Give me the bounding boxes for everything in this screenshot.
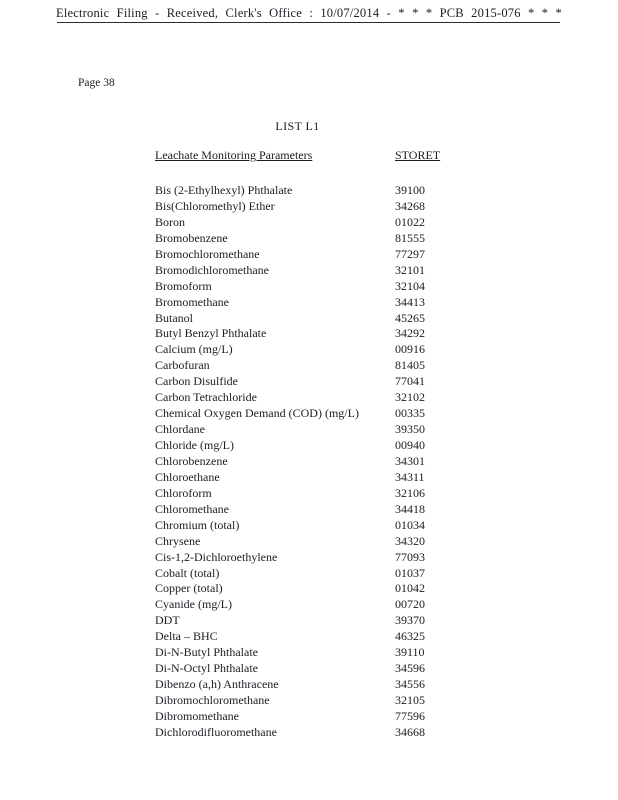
storet-code: 34668	[395, 724, 425, 739]
parameter-name: Bromobenzene	[155, 230, 228, 245]
column-header-storet: STORET	[395, 148, 441, 162]
table-row	[155, 629, 455, 645]
parameter-name: Chlordane	[155, 422, 205, 437]
parameter-name: Di-N-Butyl Phthalate	[155, 645, 258, 660]
header-rule	[57, 22, 560, 23]
storet-code: 39110	[395, 645, 425, 660]
parameter-name: Di-N-Octyl Phthalate	[155, 661, 258, 676]
column-header-parameters: Leachate Monitoring Parameters	[155, 148, 313, 162]
storet-code: 34301	[395, 453, 425, 468]
table-row	[155, 613, 455, 629]
storet-code: 01037	[395, 565, 425, 580]
table-row	[155, 342, 455, 358]
storet-code: 32102	[395, 390, 425, 405]
parameter-name: Chromium (total)	[155, 517, 240, 532]
parameter-name: Carbon Tetrachloride	[155, 390, 257, 405]
table-row	[155, 661, 455, 677]
storet-code: 32105	[395, 693, 425, 707]
table-row	[155, 470, 455, 486]
storet-code: 00916	[395, 342, 425, 357]
table-row	[155, 518, 455, 534]
storet-code: 34292	[395, 326, 425, 341]
parameter-name: DDT	[155, 613, 180, 628]
parameter-name: Chemical Oxygen Demand (COD) (mg/L)	[155, 406, 359, 421]
table-row	[155, 183, 455, 199]
parameter-name: Delta – BHC	[155, 629, 218, 644]
parameter-name: Bromomethane	[155, 294, 229, 309]
table-row	[155, 581, 455, 597]
table-row	[155, 263, 455, 279]
parameter-name: Chloroform	[155, 485, 212, 500]
storet-code: 81555	[395, 230, 425, 245]
storet-code: 34320	[395, 533, 425, 548]
storet-code: 01042	[395, 581, 425, 596]
storet-code: 01034	[395, 517, 425, 532]
parameter-name: Chloride (mg/L)	[155, 438, 234, 452]
storet-code: 32101	[395, 262, 425, 277]
table-header-row	[155, 147, 455, 163]
storet-code: 77093	[395, 549, 425, 564]
storet-code: 39370	[395, 613, 425, 628]
table-row	[155, 247, 455, 263]
table-row	[155, 422, 455, 438]
table-row	[155, 454, 455, 470]
parameter-name: Chrysene	[155, 533, 201, 548]
storet-code: 34311	[395, 469, 425, 484]
table-row	[155, 326, 455, 342]
parameter-name: Cobalt (total)	[155, 565, 220, 580]
parameter-name: Calcium (mg/L)	[155, 342, 233, 357]
storet-code: 39100	[395, 183, 425, 197]
storet-code: 00940	[395, 438, 425, 452]
parameter-name: Bis (2-Ethylhexyl) Phthalate	[155, 183, 293, 197]
table-row	[155, 677, 455, 693]
storet-code: 01022	[395, 214, 425, 229]
page-number-label: Page 38	[78, 77, 115, 89]
parameter-name: Dibromochloromethane	[155, 693, 270, 707]
table-row	[155, 534, 455, 550]
parameter-name: Bis(Chloromethyl) Ether	[155, 198, 275, 213]
parameter-name: Carbon Disulfide	[155, 374, 238, 389]
storet-code: 46325	[395, 629, 425, 644]
table-row	[155, 311, 455, 327]
storet-code: 34556	[395, 677, 425, 692]
storet-code: 81405	[395, 358, 425, 373]
table-row	[155, 597, 455, 613]
storet-code: 00335	[395, 406, 425, 421]
table-row	[155, 295, 455, 311]
table-row	[155, 374, 455, 390]
parameter-name: Butanol	[155, 310, 193, 325]
parameter-name: Bromodichloromethane	[155, 262, 269, 277]
parameter-name: Dibromomethane	[155, 708, 239, 723]
table-row	[155, 199, 455, 215]
table-row	[155, 486, 455, 502]
table-row	[155, 502, 455, 518]
parameter-name: Chloroethane	[155, 469, 220, 484]
table-row	[155, 279, 455, 295]
parameter-name: Cyanide (mg/L)	[155, 597, 232, 612]
storet-code: 32104	[395, 278, 425, 293]
table-row	[155, 645, 455, 661]
parameters-table	[155, 147, 455, 741]
parameter-name: Cis-1,2-Dichloroethylene	[155, 549, 278, 564]
storet-code: 34418	[395, 501, 425, 516]
storet-code: 77041	[395, 374, 425, 389]
storet-code: 32106	[395, 485, 425, 500]
parameter-name: Bromochloromethane	[155, 246, 260, 261]
table-row	[155, 709, 455, 725]
storet-code: 34413	[395, 294, 425, 309]
storet-code: 00720	[395, 597, 425, 612]
parameter-name: Bromoform	[155, 278, 212, 293]
parameter-name: Copper (total)	[155, 581, 223, 596]
storet-code: 39350	[395, 422, 425, 437]
storet-code: 34596	[395, 661, 425, 676]
table-row	[155, 438, 455, 454]
parameter-name: Boron	[155, 214, 185, 229]
parameter-name: Dibenzo (a,h) Anthracene	[155, 677, 279, 692]
table-row	[155, 215, 455, 231]
parameter-name: Carbofuran	[155, 358, 210, 373]
table-row	[155, 550, 455, 566]
table-row	[155, 390, 455, 406]
parameter-name: Dichlorodifluoromethane	[155, 724, 277, 739]
storet-code: 77596	[395, 708, 425, 723]
table-row	[155, 406, 455, 422]
parameter-name: Butyl Benzyl Phthalate	[155, 326, 267, 341]
table-row	[155, 725, 455, 741]
table-body	[155, 183, 455, 741]
table-row	[155, 693, 455, 709]
storet-code: 34268	[395, 198, 425, 213]
list-title: LIST L1	[275, 119, 320, 133]
table-row	[155, 231, 455, 247]
storet-code: 77297	[395, 246, 425, 261]
electronic-filing-header: Electronic Filing - Received, Clerk's Office : 10/07/2014 - * * * PCB 2015-076 * * *	[55, 6, 563, 20]
parameter-name: Chloromethane	[155, 501, 229, 516]
table-row	[155, 358, 455, 374]
parameter-name: Chlorobenzene	[155, 453, 228, 468]
storet-code: 45265	[395, 310, 425, 325]
table-row	[155, 566, 455, 582]
